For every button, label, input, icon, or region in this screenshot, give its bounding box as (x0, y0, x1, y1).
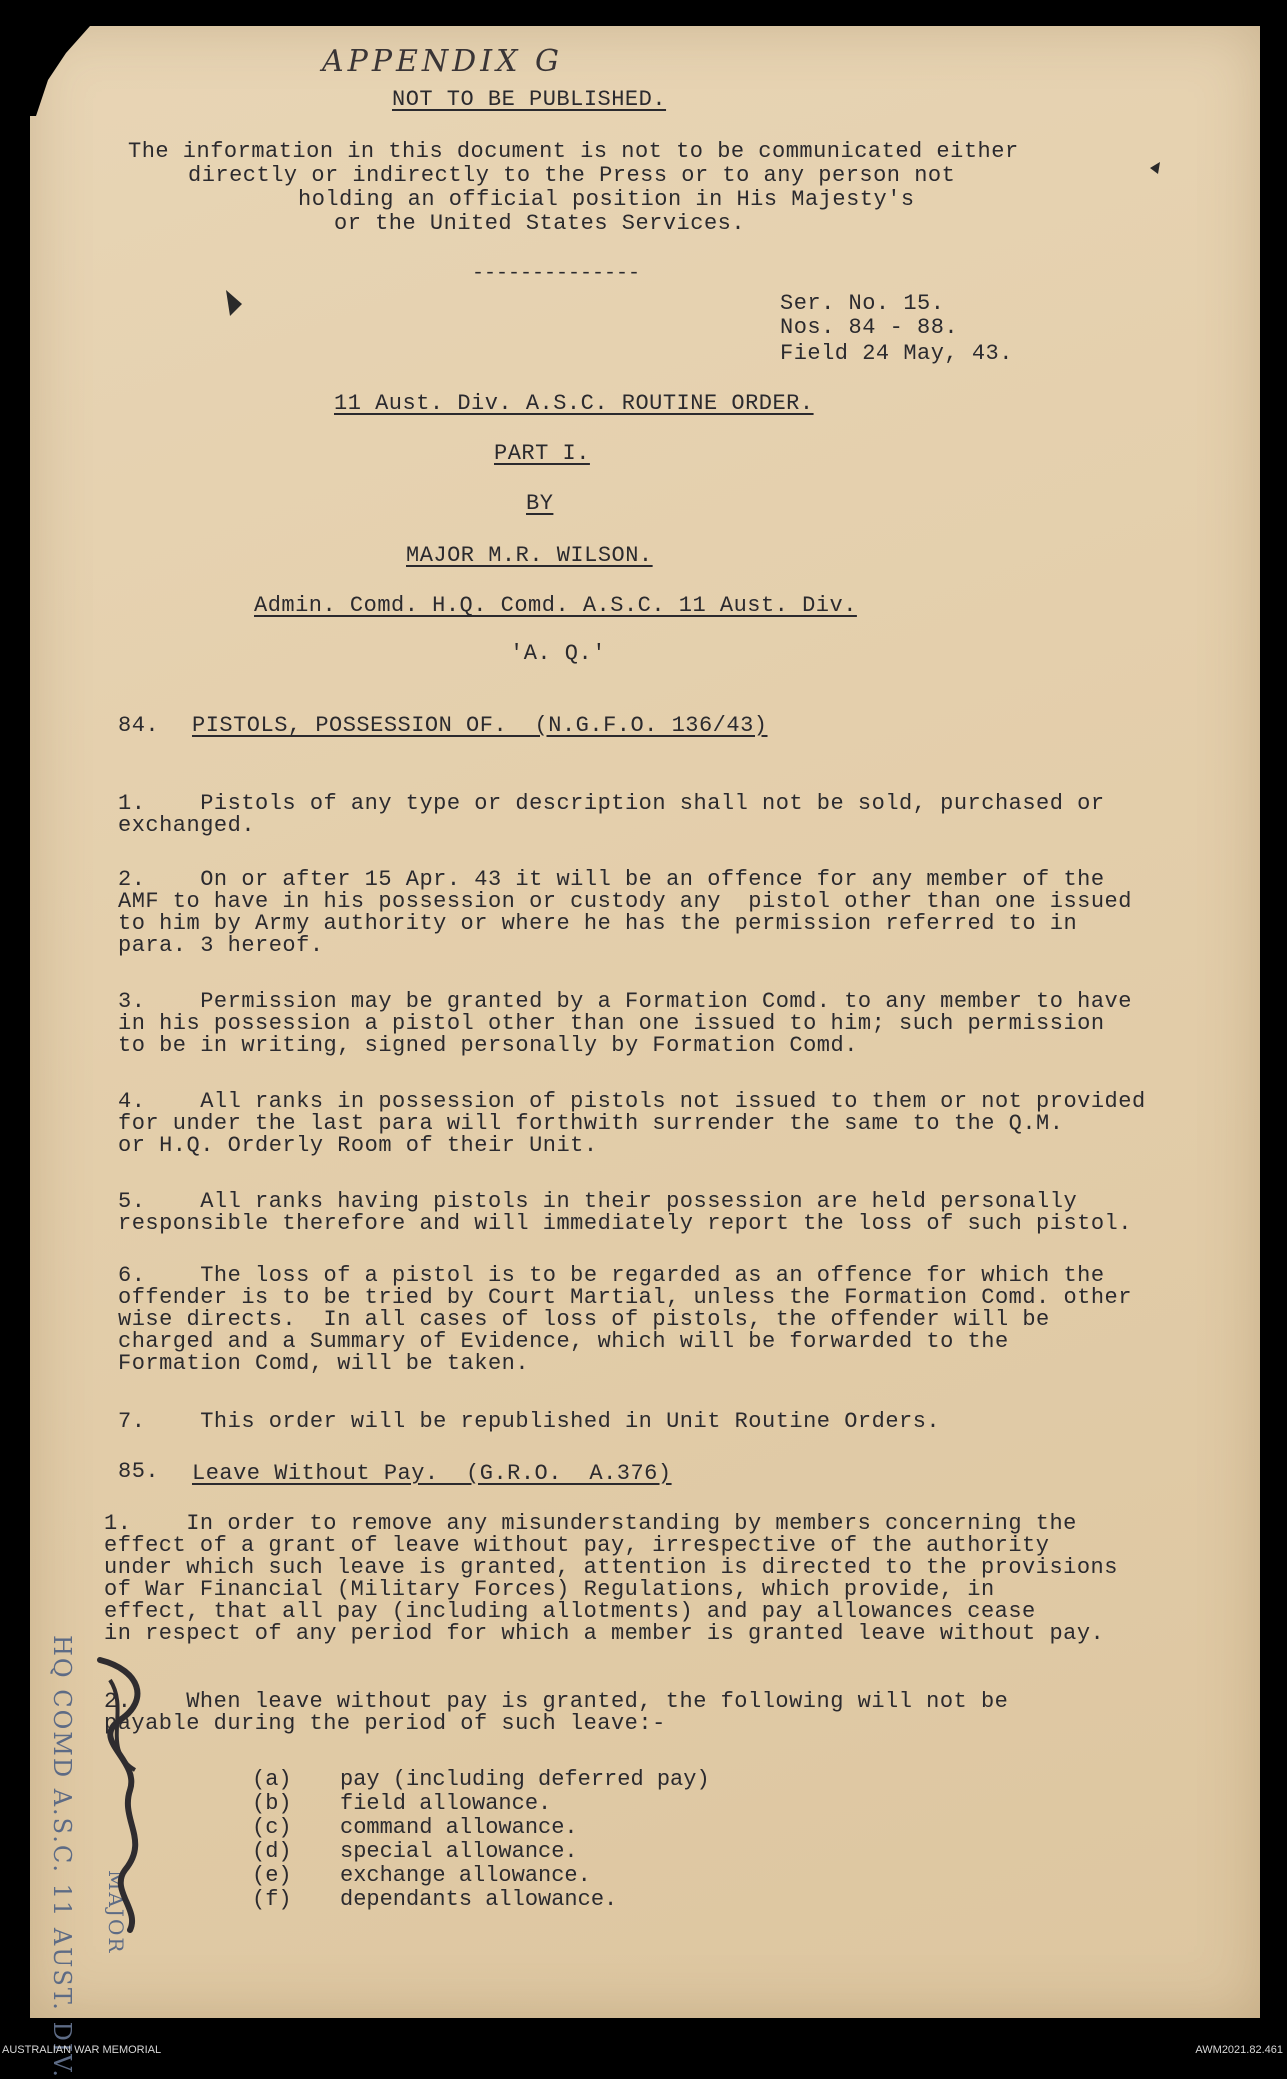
para-line: effect of a grant of leave without pay, irrespective of the authority (104, 1533, 1050, 1558)
list-item-text: pay (including deferred pay) (340, 1767, 710, 1792)
arrow-mark (224, 288, 244, 318)
para-line: for under the last para will forthwith surrender the same to the Q.M. (118, 1111, 1064, 1136)
list-item-text: field allowance. (340, 1791, 552, 1816)
list-item-text: dependants allowance. (340, 1887, 618, 1912)
footer-accession: AWM2021.82.461 (1195, 2044, 1283, 2056)
list-item-text: exchange allowance. (340, 1863, 591, 1888)
list-item-text: special allowance. (340, 1839, 578, 1864)
stamp-major: MAJOR (104, 1870, 128, 1955)
para-line: 5. All ranks having pistols in their possession are held personally (118, 1189, 1078, 1214)
para-line: or H.Q. Orderly Room of their Unit. (118, 1133, 598, 1158)
order-title: 11 Aust. Div. A.S.C. ROUTINE ORDER. (334, 391, 814, 416)
part-label: PART I. (494, 441, 590, 466)
list-item-label: (b) (252, 1791, 292, 1816)
serial-number: Ser. No. 15. (780, 291, 945, 316)
para-line: to him by Army authority or where he has the permission referred to in (118, 911, 1078, 936)
not-published-heading: NOT TO BE PUBLISHED. (392, 87, 667, 112)
section-84-number: 84. (118, 713, 160, 738)
para-line: 2. On or after 15 Apr. 43 it will be an offence for any member of the (118, 867, 1105, 892)
para-line: exchanged. (118, 813, 256, 838)
para-line: 4. All ranks in possession of pistols not issued to them or not provided (118, 1089, 1146, 1114)
signature (80, 1640, 170, 1940)
list-item-label: (c) (252, 1815, 292, 1840)
para-line: under which such leave is granted, attention is directed to the provisions (104, 1555, 1118, 1580)
para-line: AMF to have in his possession or custody any pistol other than one issued (118, 889, 1132, 914)
warning-line: or the United States Services. (334, 211, 746, 236)
issuing-officer: MAJOR M.R. WILSON. (406, 543, 653, 568)
para-line: payable during the period of such leave:- (104, 1711, 666, 1736)
list-item-label: (d) (252, 1839, 292, 1864)
para-line: to be in writing, signed personally by Formation Comd. (118, 1033, 858, 1058)
para-line: 7. This order will be republished in Unit Routine Orders. (118, 1409, 941, 1434)
list-item-label: (e) (252, 1863, 292, 1888)
para-line: 1. In order to remove any misunderstanding by members concerning the (104, 1511, 1077, 1536)
separator-line: -------------- (472, 262, 641, 285)
para-line: responsible therefore and will immediately report the loss of such pistol. (118, 1211, 1132, 1236)
ink-mark (1148, 160, 1162, 176)
para-line: 1. Pistols of any type or description shall not be sold, purchased or (118, 791, 1105, 816)
para-line: in respect of any period for which a member is granted leave without pay. (104, 1621, 1105, 1646)
para-line: 6. The loss of a pistol is to be regarded as an offence for which the (118, 1263, 1105, 1288)
list-item-label: (f) (252, 1887, 292, 1912)
section-85-heading: Leave Without Pay. (G.R.O. A.376) (192, 1461, 672, 1486)
para-line: 3. Permission may be granted by a Formation Comd. to any member to have (118, 989, 1132, 1014)
para-line: wise directs. In all cases of loss of pistols, the offender will be (118, 1307, 1050, 1332)
warning-line: directly or indirectly to the Press or to any person not (188, 163, 956, 188)
order-numbers: Nos. 84 - 88. (780, 315, 959, 340)
list-item-label: (a) (252, 1767, 292, 1792)
section-84-heading: PISTOLS, POSSESSION OF. (N.G.F.O. 136/43) (192, 713, 768, 738)
list-item-text: command allowance. (340, 1815, 578, 1840)
para-line: Formation Comd, will be taken. (118, 1351, 530, 1376)
by-label: BY (526, 491, 554, 516)
para-line: para. 3 hereof. (118, 933, 324, 958)
para-line: 2. When leave without pay is granted, the following will not be (104, 1689, 1009, 1714)
para-line: charged and a Summary of Evidence, which will be forwarded to the (118, 1329, 1009, 1354)
para-line: of War Financial (Military Forces) Regulations, which provide, in (104, 1577, 995, 1602)
handwritten-appendix-label: APPENDIX G (322, 44, 563, 79)
para-line: effect, that all pay (including allotments) and pay allowances cease (104, 1599, 1036, 1624)
aq-label: 'A. Q.' (510, 641, 606, 666)
footer-source: AUSTRALIAN WAR MEMORIAL (2, 2044, 162, 2056)
warning-line: The information in this document is not to be communicated either (128, 139, 1019, 164)
section-85-number: 85. (118, 1459, 160, 1484)
admin-command: Admin. Comd. H.Q. Comd. A.S.C. 11 Aust. Div. (254, 593, 857, 618)
warning-line: holding an official position in His Majesty's (298, 187, 915, 212)
field-date: Field 24 May, 43. (780, 341, 1013, 366)
unit-stamp: HQ COMD A.S.C. 11 AUST. DIV. (48, 1635, 76, 2079)
para-line: offender is to be tried by Court Martial, unless the Formation Comd. other (118, 1285, 1132, 1310)
para-line: in his possession a pistol other than one issued to him; such permission (118, 1011, 1105, 1036)
